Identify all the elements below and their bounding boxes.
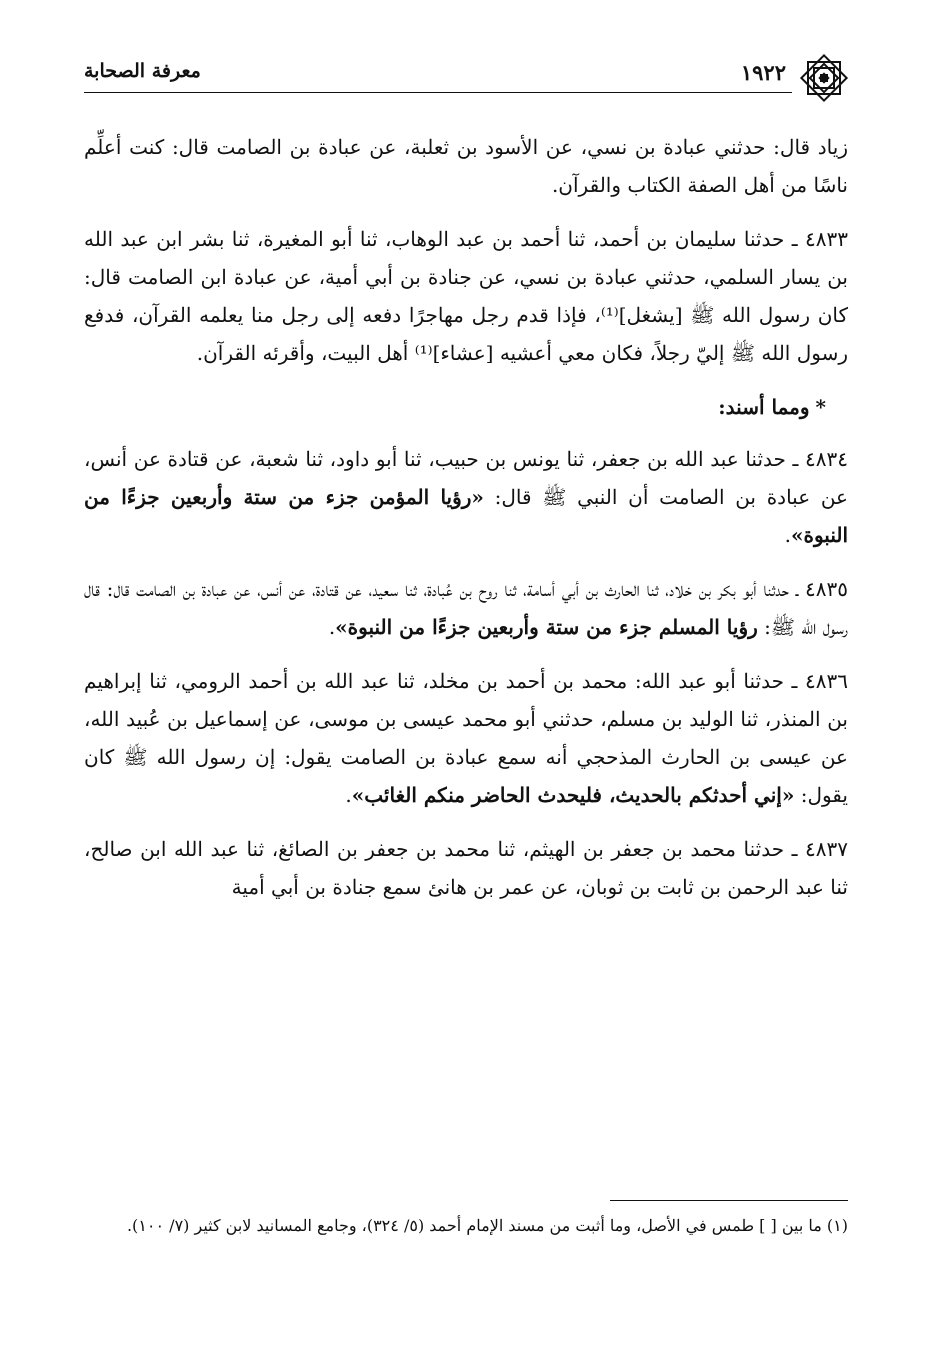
paragraph-text: ٤٨٣٦ ـ حدثنا أبو عبد الله: محمد بن أحمد بن مخلد، ثنا عبد الله بن أحمد الرومي، ثنا إبراهيم بن المنذر، ثنا الوليد بن مسلم، حدثني أبو محمد عيسى بن موسى، عن إسماعيل بن عُبيد الله، عن عيسى بن الحارث المذحجي أنه سمع عبادة بن الصامت يقول: إن رسول الله ﷺ كان يقول: <box>84 669 848 807</box>
page-header <box>84 52 848 102</box>
book-page <box>84 52 848 1332</box>
footnotes <box>84 1200 848 1241</box>
paragraph-text: . <box>784 523 791 547</box>
footnote-rule <box>610 1200 848 1201</box>
paragraph-text: زياد قال: حدثني عبادة بن نسي، عن الأسود بن ثعلبة، عن عبادة بن الصامت قال: كنت أعلِّم ناسًا من أهل الصفة الكتاب والقرآن. <box>84 135 848 197</box>
paragraph-text: ٤٨٣٧ ـ حدثنا محمد بن جعفر بن الهيثم، ثنا محمد بن جعفر بن الصائغ، ثنا عبد الله ابن صالح، ثنا عبد الرحمن بن ثابت بن ثوبان، عن عمر بن هانئ سمع جنادة بن أبي أمية <box>84 837 848 899</box>
header-rule <box>84 92 792 93</box>
hadith-paragraph <box>84 830 848 906</box>
footnote-1: (١) ما بين [ ] طمس في الأصل، وما أثبت من مسند الإمام أحمد (٥/ ٣٢٤)، وجامع المسانيد لابن كثير (٧/ ١٠٠). <box>126 1216 848 1235</box>
heading-text: ومما أسند: <box>718 395 810 419</box>
hadith-paragraph <box>84 440 848 554</box>
paragraph-text: ٤٨٣٣ ـ حدثنا سليمان بن أحمد، ثنا أحمد بن عبد الوهاب، ثنا أبو المغيرة، ثنا بشر ابن عبد الله بن يسار السلمي، حدثني عبادة بن نسي، عن جنادة بن أبي أمية، عن عبادة ابن الصامت قال: كان رسول الله ﷺ [يشغل]⁽¹⁾، فإذا قدم رجل مهاجرًا دفعه إلى رجل منا يعلمه القرآن، فدفع رسول الله ﷺ إليّ رجلاً، فكان معي أعشيه [عشاء]⁽¹⁾ أهل البيت، وأقرئه القرآن. <box>84 227 849 365</box>
paragraph-text: ٤٨٣٥ ـ حدثنا أبو بكر بن خلاد، ثنا الحارث بن أبي أسامة، ثنا روح بن عُبادة، ثنا سعيد، عن قتادة، عن أنس، عن عبادة بن الصامت قال: قال رسول الله ﷺ: <box>84 577 849 639</box>
hadith-matn-text: «رؤيا المؤمن جزء من ستة وأربعين جزءًا من النبوة» <box>84 485 848 547</box>
octagram-ornament-icon <box>798 52 850 104</box>
page-number: ١٩٢٢ <box>740 60 786 85</box>
paragraph-text: ٤٨٣٤ ـ حدثنا عبد الله بن جعفر، ثنا يونس بن حبيب، ثنا أبو داود، ثنا شعبة، عن قتادة عن أنس، عن عبادة بن الصامت أن النبي ﷺ قال: <box>84 447 848 509</box>
hadith-paragraph <box>84 570 848 646</box>
paragraph-text: . <box>328 615 336 639</box>
section-heading <box>84 388 848 426</box>
heading-star-icon: * <box>815 395 826 419</box>
hadith-paragraph <box>84 128 848 204</box>
hadith-paragraph <box>84 220 848 372</box>
page-body <box>84 128 848 922</box>
paragraph-text: . <box>345 783 352 807</box>
hadith-matn-text: «إني أحدثكم بالحديث، فليحدث الحاضر منكم الغائب» <box>351 783 795 807</box>
hadith-matn-text: رؤيا المسلم جزء من ستة وأربعين جزءًا من النبوة» <box>335 615 758 639</box>
hadith-paragraph <box>84 662 848 814</box>
running-title: معرفة الصحابة <box>84 60 201 82</box>
